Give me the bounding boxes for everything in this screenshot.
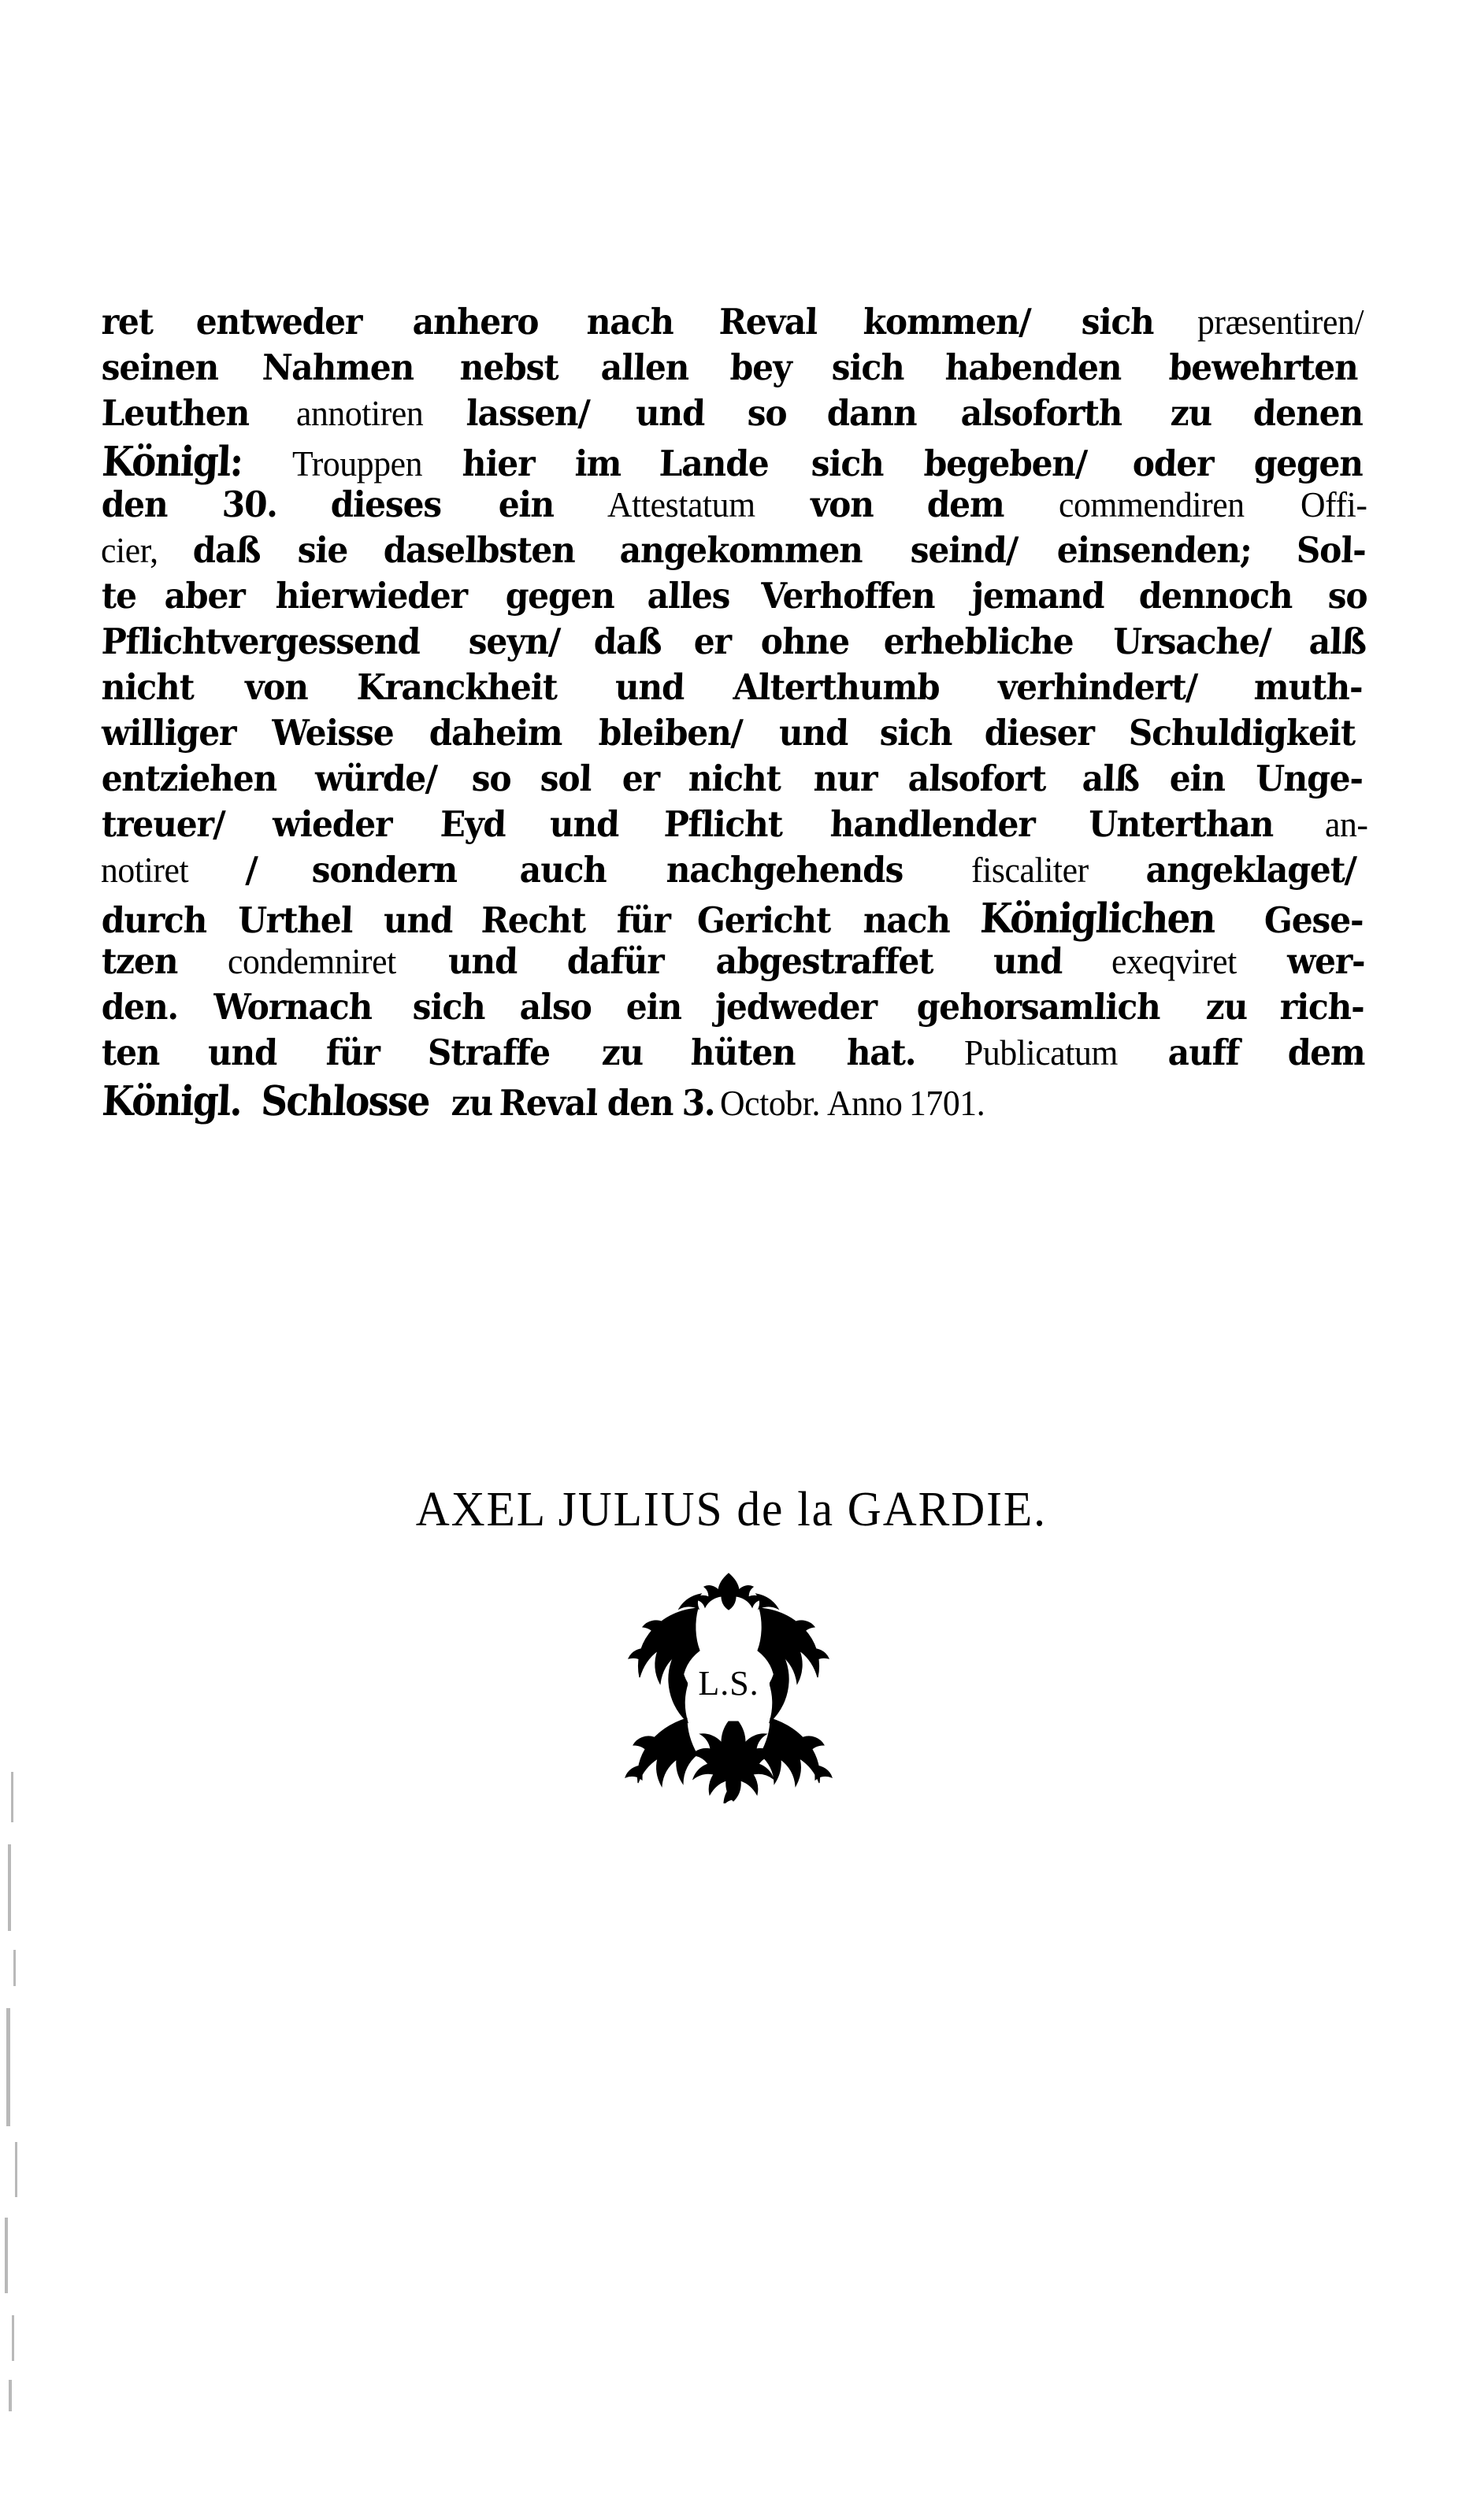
word: notiret (101, 850, 189, 890)
word: sich (1080, 301, 1155, 343)
word: Lande (659, 443, 770, 484)
word: bey (729, 346, 792, 388)
word: annotiren (296, 394, 424, 433)
word: Reval (718, 301, 818, 343)
word: daselbsten (382, 529, 576, 571)
word: ein (625, 986, 682, 1028)
word: erhebliche (882, 621, 1074, 662)
text-line (101, 438, 1369, 484)
text-line (101, 301, 1369, 346)
text-line (101, 529, 1369, 575)
scan-edge-artifacts (0, 1772, 33, 2418)
word: alsoforth (960, 392, 1123, 434)
seal-ornament (544, 1567, 914, 1803)
word: zu (1170, 392, 1213, 434)
word: daß (192, 529, 262, 571)
word: habenden (944, 346, 1122, 388)
word: condemniret (228, 942, 396, 981)
word: Unge- (1255, 758, 1364, 799)
word: Gese- (1263, 899, 1364, 941)
text-line (101, 346, 1369, 392)
word: hier (462, 443, 536, 484)
word: Straffe (426, 1032, 551, 1073)
word: Schuldigkeit (1128, 712, 1356, 754)
word: Urthel (236, 899, 354, 941)
word: nicht (688, 758, 782, 799)
word: entziehen (101, 758, 278, 799)
text-line (101, 484, 1369, 529)
word: treuer/ (101, 803, 225, 845)
word: angeklaget/ (1145, 849, 1357, 891)
word: Pflichtvergessend (101, 621, 421, 662)
word: Verhoffen (759, 575, 936, 617)
word: jemand (971, 575, 1105, 617)
word: nicht (101, 666, 195, 708)
text-line (101, 895, 1369, 943)
word: / (245, 849, 258, 891)
word: Recht (481, 899, 587, 941)
signatory-name: AXEL JULIUS de la GARDIE. (415, 1483, 1047, 1536)
word: Ursache/ (1112, 621, 1272, 662)
word: Pflicht (662, 803, 784, 845)
word: ten (101, 1032, 161, 1073)
word: den (101, 484, 169, 525)
word: Anno (827, 1084, 903, 1123)
word: also (518, 986, 592, 1028)
word: von (243, 666, 309, 708)
text-line (101, 940, 1369, 986)
word: nach (585, 301, 674, 343)
word: nur (813, 758, 878, 799)
word: Königl: (101, 438, 243, 486)
word: dann (826, 392, 918, 434)
word: und (383, 899, 454, 941)
word: Weisse (271, 712, 395, 754)
word: bleiben/ (597, 712, 743, 754)
word: commendiren (1059, 485, 1245, 524)
text-line (101, 392, 1369, 438)
text-line (101, 803, 1369, 849)
word: hat. (845, 1032, 917, 1073)
word: den (607, 1082, 674, 1124)
word: aber (164, 575, 246, 617)
word: sich (879, 712, 954, 754)
word: und (778, 712, 849, 754)
word: dem (1286, 1032, 1366, 1073)
word: kommen/ (863, 301, 1032, 343)
word: wieder (272, 803, 393, 845)
word: handlender (829, 803, 1036, 845)
word: dem (926, 484, 1006, 525)
word: sich (411, 986, 486, 1028)
word: dieses (330, 484, 443, 525)
word: zu (601, 1032, 644, 1073)
word: exeqviret (1111, 942, 1237, 981)
text-line (101, 986, 1369, 1032)
word: und (992, 940, 1063, 982)
text-line (101, 849, 1369, 895)
word: 3. (681, 1082, 716, 1124)
word: Reval (498, 1082, 598, 1124)
text-line (101, 621, 1369, 666)
signature-block (0, 1482, 1462, 1538)
word: sol (540, 758, 592, 799)
text-line (101, 758, 1369, 803)
word: denen (1252, 392, 1364, 434)
text-line (101, 712, 1369, 758)
word: er (621, 758, 660, 799)
word: seinen (101, 346, 220, 388)
word: præsentiren/ (1197, 302, 1364, 342)
word: hierwieder (275, 575, 468, 617)
word: im (573, 443, 622, 484)
word: so (1327, 575, 1368, 617)
word: und (549, 803, 620, 845)
text-line (101, 1077, 1369, 1123)
word: Unterthan (1087, 803, 1275, 845)
word: wer- (1286, 940, 1366, 982)
word: entweder (195, 301, 363, 343)
word: und (634, 392, 706, 434)
word: anhero (412, 301, 540, 343)
word: Alterthumb (733, 666, 941, 708)
word: alß (1308, 621, 1367, 662)
word: dafür (566, 940, 665, 982)
word: Königl. (101, 1077, 243, 1125)
word: nachgehends (665, 849, 904, 891)
word: Publicatum (963, 1033, 1118, 1073)
word: auch (519, 849, 608, 891)
word: oder (1131, 443, 1215, 484)
word: Wornach (213, 986, 373, 1028)
word: und (207, 1032, 278, 1073)
word: seind/ (909, 529, 1019, 571)
word: Attestatum (607, 485, 755, 524)
word: sie (296, 529, 348, 571)
word: sich (831, 346, 905, 388)
word: ohne (760, 621, 851, 662)
word: daß (592, 621, 662, 662)
word: sich (810, 443, 885, 484)
word: tzen (101, 940, 179, 982)
word: Kranckheit (356, 666, 558, 708)
word: und (614, 666, 685, 708)
word: so (746, 392, 788, 434)
word: Königlichen (979, 895, 1216, 943)
word: für (325, 1032, 380, 1073)
word: cier, (101, 531, 158, 570)
text-line (101, 1032, 1369, 1077)
word: lassen/ (466, 392, 591, 434)
word: Offi- (1300, 485, 1367, 524)
word: gehorsamlich (916, 986, 1161, 1028)
word: gegen (1253, 443, 1364, 484)
word: angekommen (618, 529, 863, 571)
word: Gericht (696, 899, 832, 941)
word: daheim (429, 712, 563, 754)
text-line (101, 575, 1369, 621)
word: Trouppen (291, 444, 422, 484)
word: für (615, 899, 671, 941)
word: so (471, 758, 512, 799)
word: Eyd (439, 803, 507, 845)
word: seyn/ (467, 621, 561, 662)
word: rich- (1279, 986, 1365, 1028)
word: zu (1205, 986, 1249, 1028)
word: Sol- (1295, 529, 1367, 571)
word: bewehrten (1167, 346, 1359, 388)
word: dieser (984, 712, 1095, 754)
word: Schlosse (259, 1077, 430, 1125)
word: an- (1324, 805, 1368, 844)
word: ret (101, 301, 154, 343)
word: gegen (504, 575, 615, 617)
word: alsofort (907, 758, 1047, 799)
word: würde/ (314, 758, 438, 799)
word: hüten (689, 1032, 796, 1073)
word: te (101, 575, 137, 617)
word: nach (863, 899, 952, 941)
word: Octobr. (720, 1084, 821, 1123)
word: nebst (458, 346, 559, 388)
word: Nahmen (261, 346, 415, 388)
word: verhindert/ (996, 666, 1198, 708)
proclamation-body-text (101, 301, 1369, 1123)
word: jedweder (714, 986, 878, 1028)
word: begeben/ (922, 443, 1088, 484)
word: 30. (221, 484, 278, 525)
word: durch (101, 899, 208, 941)
word: sondern (310, 849, 458, 891)
word: ein (498, 484, 555, 525)
word: auff (1167, 1032, 1240, 1073)
word: fiscaliter (970, 850, 1089, 890)
word: muth- (1253, 666, 1364, 708)
word: alß (1081, 758, 1140, 799)
word: einsenden; (1056, 529, 1252, 571)
word: zu (450, 1082, 494, 1124)
word: Leuthen (101, 392, 250, 434)
word: von (809, 484, 874, 525)
word: williger (101, 712, 237, 754)
text-line (101, 666, 1369, 712)
word: abgestraffet (714, 940, 934, 982)
word: und (447, 940, 518, 982)
word: er (692, 621, 732, 662)
word: alles (646, 575, 730, 617)
word: ein (1168, 758, 1226, 799)
word: den. (101, 986, 180, 1028)
word: 1701. (908, 1084, 985, 1123)
word: dennoch (1137, 575, 1293, 617)
locus-sigilli-label: L.S. (698, 1664, 759, 1703)
word: allen (599, 346, 689, 388)
